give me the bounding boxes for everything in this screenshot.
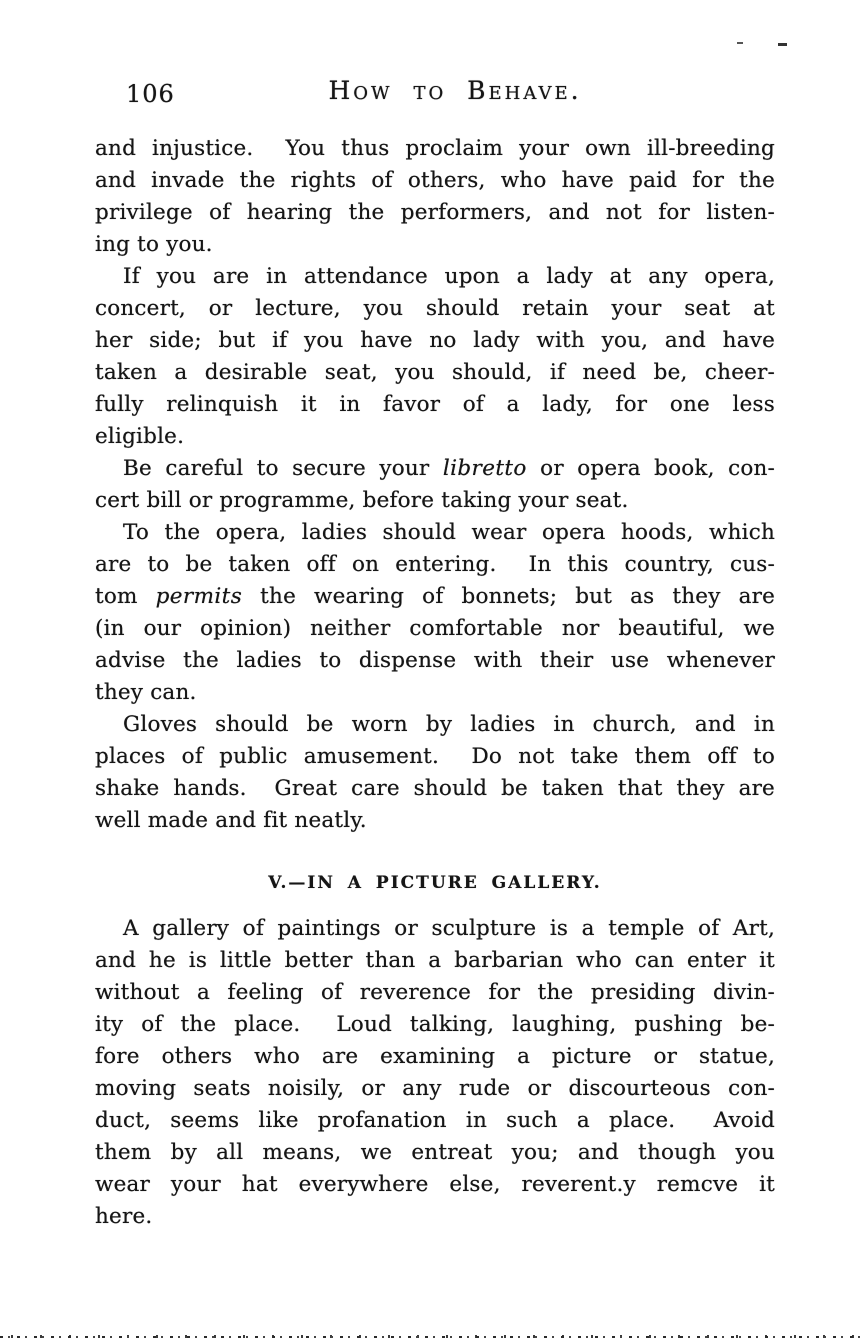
- text-line: [95, 741, 775, 773]
- text-line: [95, 293, 775, 325]
- paragraph: [95, 261, 775, 453]
- scan-artifact-dash: [737, 42, 743, 44]
- text-column: [95, 133, 775, 1233]
- paragraph: [95, 453, 775, 517]
- body-text: A gallery of paintings or sculpture is a temple of Art,: [123, 916, 775, 941]
- text-line: [95, 581, 775, 613]
- paragraph: [95, 913, 775, 1233]
- text-line: [95, 977, 775, 1009]
- text-line: [95, 945, 775, 977]
- text-line: [95, 645, 775, 677]
- text-line: [95, 1073, 775, 1105]
- text-line: [95, 1041, 775, 1073]
- text-line: [95, 613, 775, 645]
- body-text: wear your hat everywhere else, reverent.y remcve it: [95, 1172, 775, 1197]
- text-line: [95, 453, 775, 485]
- text-line: [95, 229, 775, 261]
- text-line: [95, 805, 775, 837]
- italic-text: libretto: [442, 456, 527, 481]
- text-line: [95, 1137, 775, 1169]
- paragraph: [95, 517, 775, 709]
- scan-artifact-dash: [778, 43, 787, 46]
- text-line: [95, 325, 775, 357]
- body-text: and invade the rights of others, who have paid for the: [95, 168, 775, 193]
- body-text: advise the ladies to dispense with their use whenever: [95, 648, 775, 673]
- text-line: [95, 197, 775, 229]
- body-text: are to be taken off on entering. In this country, cus-: [95, 552, 775, 577]
- text-line: [95, 1169, 775, 1201]
- body-text: tom: [95, 584, 156, 609]
- text-line: [95, 677, 775, 709]
- text-line: [95, 357, 775, 389]
- body-text: well made and fit neatly.: [95, 808, 367, 833]
- page-number: 106: [126, 80, 175, 108]
- body-text: fully relinquish it in favor of a lady, for one less: [95, 392, 775, 417]
- text-line: [95, 133, 775, 165]
- body-text: and he is little better than a barbarian who can enter it: [95, 948, 775, 973]
- body-text: eligible.: [95, 424, 185, 449]
- text-line: [95, 709, 775, 741]
- body-text: Be careful to secure your: [123, 456, 443, 481]
- body-text: or opera book, con-: [526, 456, 775, 481]
- body-text: (in our opinion) neither comfortable nor beautiful, we: [95, 616, 775, 641]
- italic-text: permits: [155, 584, 243, 609]
- text-line: [95, 1201, 775, 1233]
- body-text: To the opera, ladies should wear opera hoods, which: [123, 520, 775, 545]
- text-line: [95, 485, 775, 517]
- text-line: [95, 261, 775, 293]
- body-text: without a feeling of reverence for the presiding divin-: [95, 980, 775, 1005]
- text-line: [95, 1105, 775, 1137]
- paragraph: [95, 709, 775, 837]
- body-text: her side; but if you have no lady with you, and have: [95, 328, 775, 353]
- body-text: fore others who are examining a picture or statue,: [95, 1044, 775, 1069]
- text-line: [95, 421, 775, 453]
- body-text: If you are in attendance upon a lady at any opera,: [123, 264, 775, 289]
- text-line: [95, 913, 775, 945]
- text-line: [95, 549, 775, 581]
- body-text: and injustice. You thus proclaim your own ill-breeding: [95, 136, 775, 161]
- body-text: here.: [95, 1204, 153, 1229]
- text-line: [95, 773, 775, 805]
- body-text: Gloves should be worn by ladies in church, and in: [123, 712, 775, 737]
- body-text: they can.: [95, 680, 197, 705]
- text-line: [95, 165, 775, 197]
- text-line: [95, 389, 775, 421]
- body-text: duct, seems like profanation in such a place. Avoid: [95, 1108, 775, 1133]
- body-text: cert bill or programme, before taking your seat.: [95, 488, 629, 513]
- body-text: concert, or lecture, you should retain your seat at: [95, 296, 775, 321]
- body-text: taken a desirable seat, you should, if need be, cheer-: [95, 360, 775, 385]
- scan-edge-noise: [0, 1334, 864, 1339]
- body-text: places of public amusement. Do not take them off to: [95, 744, 775, 769]
- body-text: moving seats noisily, or any rude or discourteous con-: [95, 1076, 775, 1101]
- body-text: them by all means, we entreat you; and though you: [95, 1140, 775, 1165]
- body-text: shake hands. Great care should be taken that they are: [95, 776, 775, 801]
- text-line: [95, 517, 775, 549]
- running-title: How to Behave.: [328, 76, 582, 105]
- section-heading: V.—IN A PICTURE GALLERY.: [268, 873, 602, 893]
- body-text: privilege of hearing the performers, and not for listen-: [95, 200, 775, 225]
- body-text: the wearing of bonnets; but as they are: [242, 584, 775, 609]
- text-line: [95, 1009, 775, 1041]
- paragraph: [95, 133, 775, 261]
- body-text: ity of the place. Loud talking, laughing, pushing be-: [95, 1012, 775, 1037]
- body-text: ing to you.: [95, 232, 213, 257]
